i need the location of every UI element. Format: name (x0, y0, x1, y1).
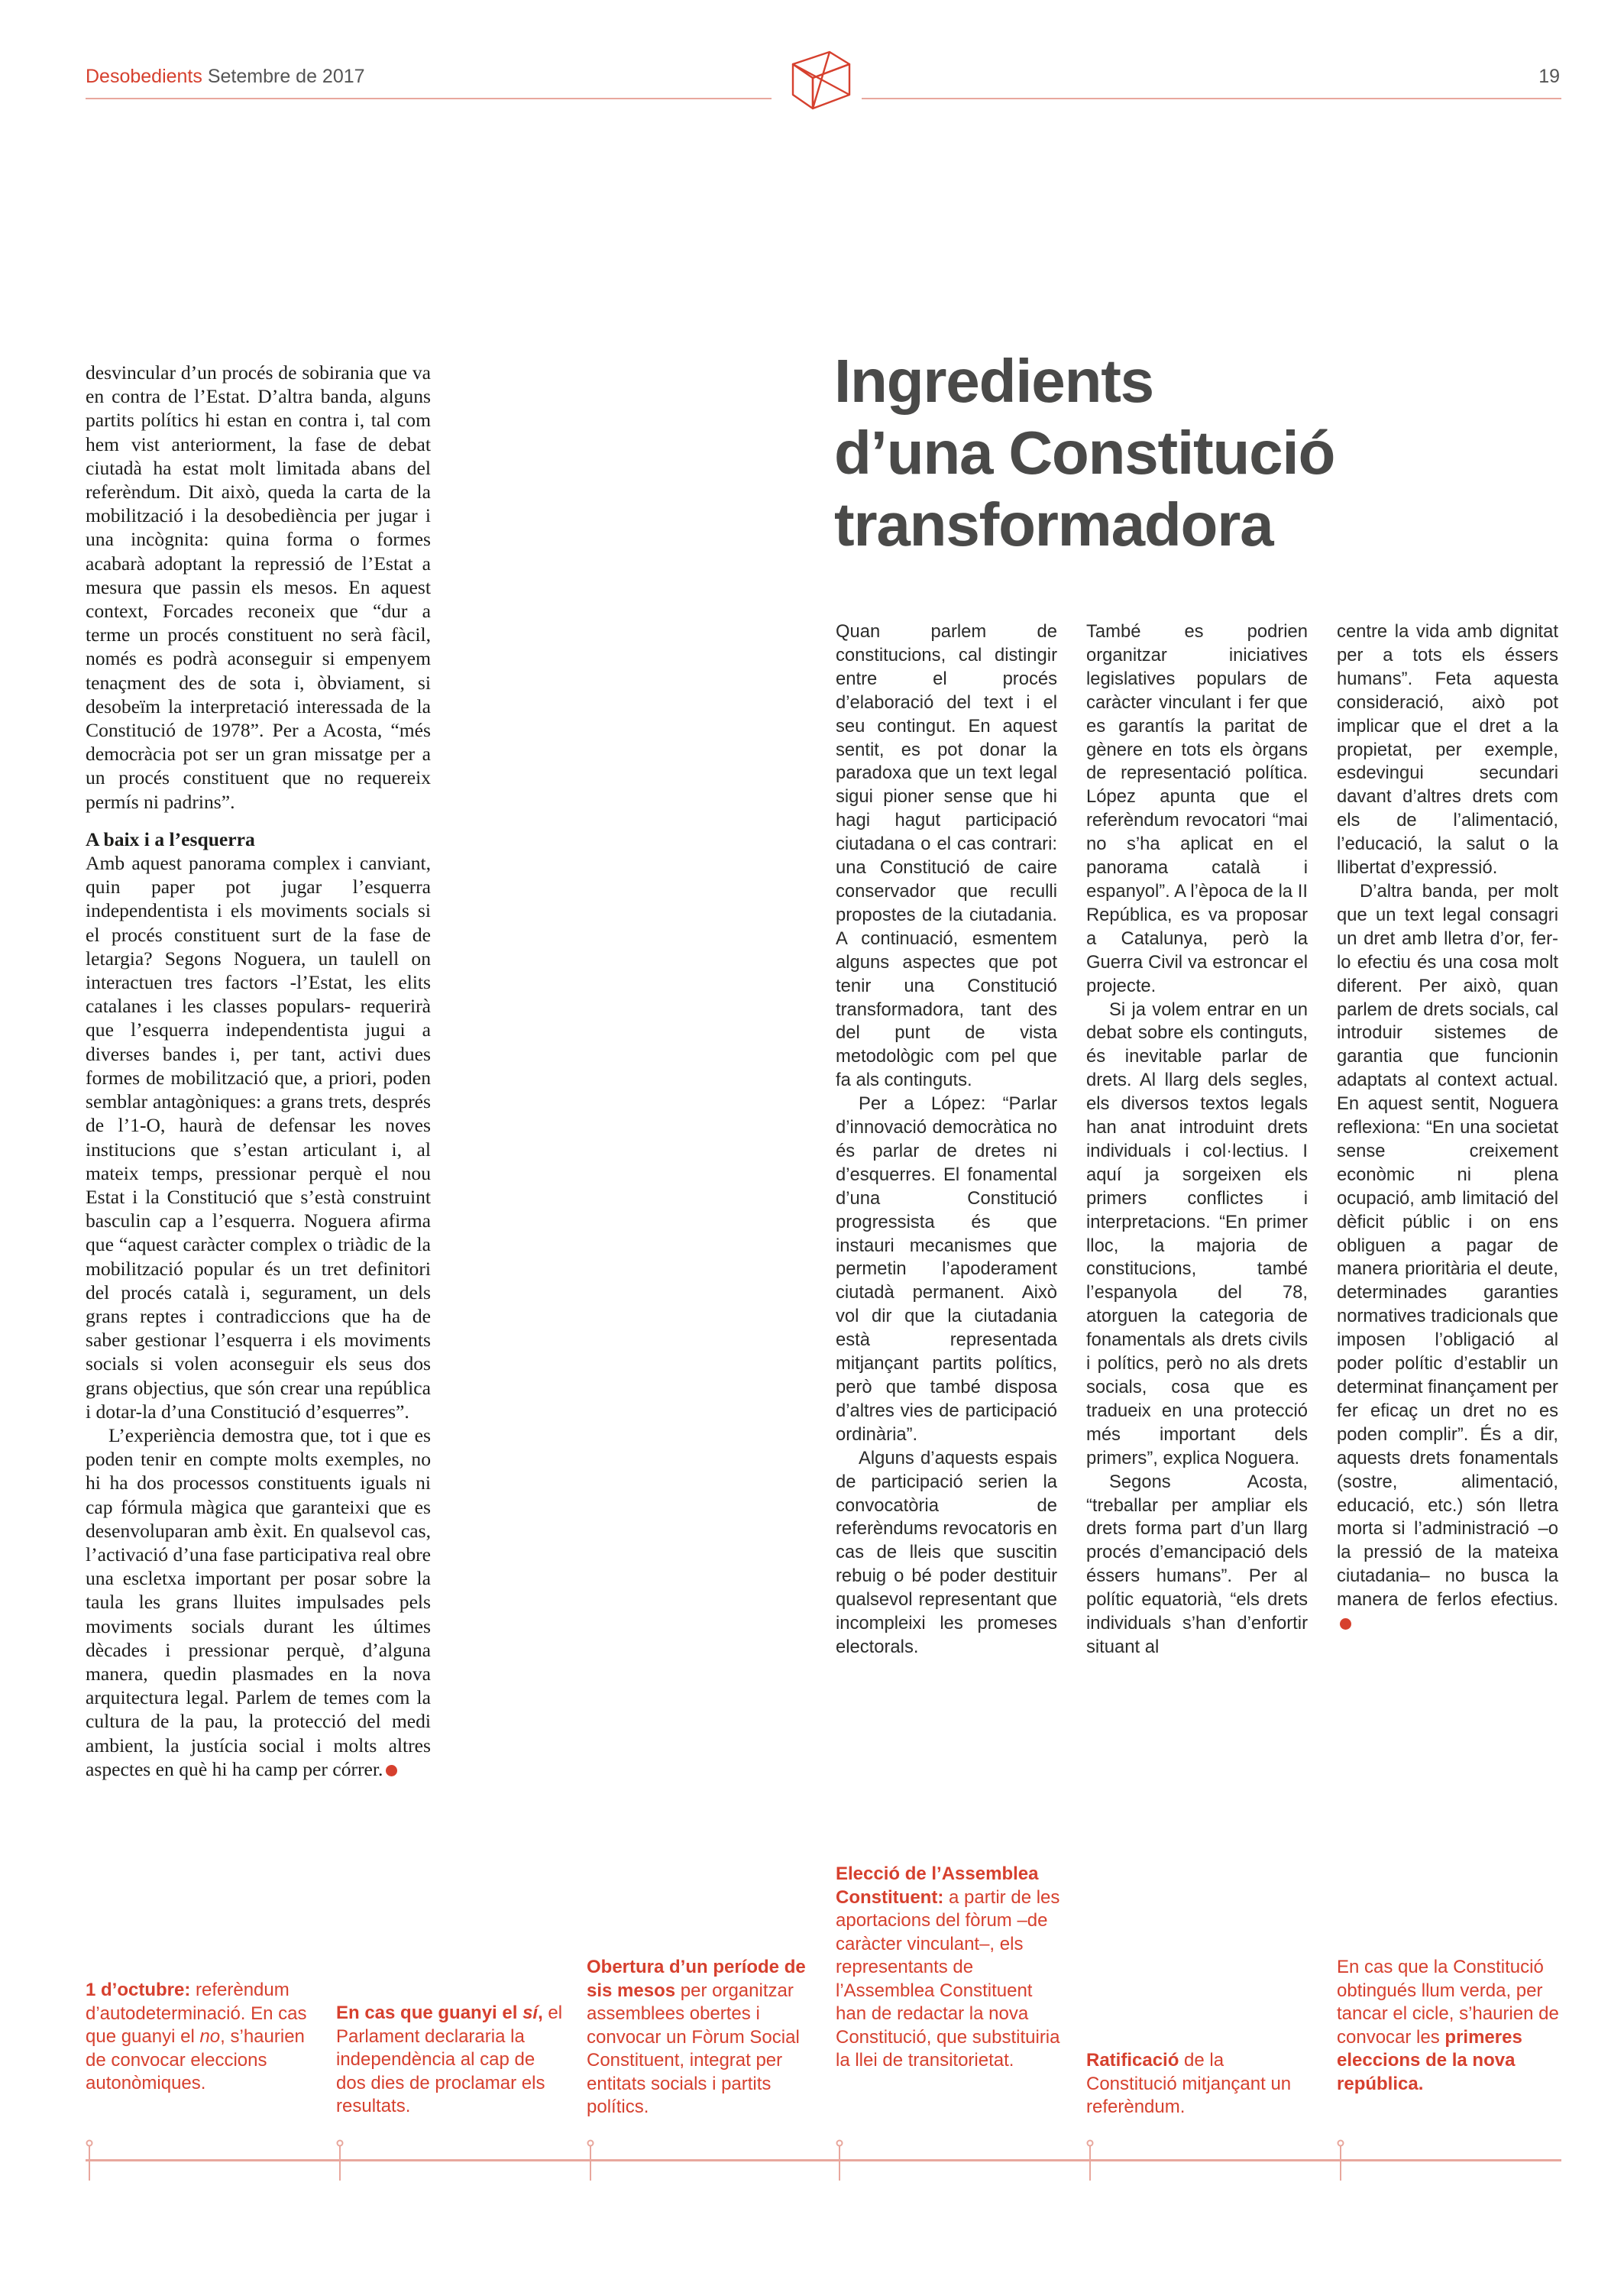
timeline-tick-1-icon (86, 2139, 93, 2181)
running-header (86, 66, 365, 88)
col-c-paragraph-1: centre la vida amb dignitat per a tots els éssers humans”. Feta aquesta consideració, això pot implicar que el dret a la propietat, per exemple, esdevingui secundari davant d’altres drets com els de l’alimentació, l’educació, la salut o la llibertat d’expressió. (1337, 621, 1558, 879)
timeline-step-2-label (336, 2003, 543, 2023)
title-line-1: Ingredients (834, 347, 1153, 415)
section-subheading: A baix i a l’esquerra (86, 827, 255, 850)
timeline-step-6 (1337, 1956, 1566, 2096)
timeline-step-1-label: 1 d’octubre: (86, 1980, 191, 2000)
title-line-2: d’una Constitució (834, 419, 1335, 487)
col-c-paragraph-2-text: D’altra banda, per molt que un text legal consagri un dret amb lletra d’or, fer-lo efectiu és una cosa molt diferent. Per això, quan parlem de drets socials, cal introduir sistemes de garantia que funcionin adaptats al context actual. En aquest sentit, Noguera reflexiona: “En una societat sense creixement econòmic ni plena ocupació, amb limitació del dèficit públic i on ens obliguen a pagar de manera prioritària el deute, determinades garanties normatives tradicionals que imposen l’obligació al poder polític d’establir un determinat finançament per fer eficaç un dret no es poden complir”. És a dir, aquests drets fonamentals (sostre, alimentació, educació, etc.) són lletra morta si l’administració –o la pressió de la mateixa ciutadania– no busca la manera de ferlos efectius. (1337, 880, 1558, 1611)
timeline-step-6-label: primeres eleccions de la nova república. (1337, 2026, 1522, 2094)
timeline-step-1-italic: no (199, 2026, 221, 2047)
left-paragraph-1: desvincular d’un procés de sobirania que va en contra de l’Estat. D’altra banda, alguns partits polítics hi estan en contra i, tal com hem vist anteriorment, la fase de debat ciutadà ha estat molt limitada abans del referèndum. Dit això, queda la carta de la mobilització i la desobediència per jugar i una incògnita: quina forma o formes acabarà adoptant la repressió de l’Estat a mesura que passin els mesos. En aquest context, Forcades reconeix que “dur a terme un procés constituent no serà fàcil, només es podrà aconseguir si empenyem tenaçment des de sota i, òbviament, si desobeïm la interpretació interessada de la Constitució de 1978”. Per a Acosta, “més democràcia pot ser un gran missatge per a un procés constituent que no requereix permís ni padrins”. (86, 361, 431, 813)
col-a-paragraph-1: Quan parlem de constitucions, cal distingir entre el procés d’elaboració del text i el seu contingut. En aquest sentit, es pot donar la paradoxa que un text legal sigui pioner sense que hi hagi hagut participació ciutadana o el cas contrari: una Constitució de caire conservador que reculli propostes de la ciutadania. A continuació, esmentem alguns aspectes que pot tenir una Constitució transformadora, tant des del punt de vista metodològic com pel que fa als continguts. (836, 621, 1057, 1091)
timeline-tick-4-icon (836, 2139, 843, 2181)
article-title (834, 345, 1567, 561)
page-number: 19 (1538, 66, 1560, 87)
timeline-step-2-label-text: En cas que guanyi el (336, 2003, 523, 2023)
timeline-step-2 (336, 2002, 565, 2119)
timeline-step-3-text: per organitzar assemblees obertes i convocar un Fòrum Social Constituent, integrat per entitats socials i partits polítics. (587, 1980, 800, 2117)
col-b-paragraph-1: També es podrien organitzar iniciatives legislatives populars de caràcter vinculant i fer que es garantís la paritat de gènere en tots els òrgans de representació política. López apunta que el referèndum revocatori “mai no s’ha aplicat en el panorama català i espanyol”. A l’època de la II República, es va proposar a Catalunya, però la Guerra Civil va estroncar el projecte. (1086, 621, 1308, 996)
article-end-mark-icon (1340, 1618, 1351, 1630)
timeline-tick-3-icon (587, 2139, 594, 2181)
col-a-paragraph-2: Per a López: “Parlar d’innovació democràtica no és parlar de dretes ni d’esquerres. El fonamental d’una Constitució progressista és que instauri mecanismes que permetin l’apoderament ciutadà permanent. Això vol dir que la ciutadania està representada mitjançant partits polítics, però que també disposa d’altres vies de participació ordinària”. (836, 1093, 1057, 1445)
timeline-step-2-label-italic: sí (522, 2003, 539, 2023)
issue-date: Setembre de 2017 (207, 66, 365, 87)
header-rule-left (86, 98, 772, 99)
cube-logo-icon (787, 47, 854, 113)
left-column-text (86, 361, 431, 1781)
left-paragraph-3 (86, 1423, 431, 1781)
timeline-step-2-label-end: , (538, 2003, 543, 2023)
timeline-step-4-text: a partir de les aportacions del fòrum –de caràcter vinculant–, els representants de l’Assemblea Constituent han de redactar la nova Constitució, que substituiria la llei de transitorietat. (836, 1886, 1060, 2071)
col-a-paragraph-3: Alguns d’aquests espais de participació serien la convocatòria de referèndums revocatoris en cas de lleis que suscitin rebuig o bé poder destituir qualsevol representant que incompleixi les promeses electorals. (836, 1447, 1057, 1657)
col-b-paragraph-2: Si ja volem entrar en un debat sobre els continguts, és inevitable parlar de drets. Al llarg dels segles, els diversos textos legals han anat introduint drets individuals i col·lectius. I aquí ja sorgeixen els primers conflictes i interpretacions. “En primer lloc, la majoria de constitucions, també l’espanyola del 78, atorguen la categoria de fonamentals als drets civils i polítics, però no als drets socials, cosa que es tradueix en una protecció més important dels primers”, explica Noguera. (1086, 999, 1308, 1468)
publication-name: Desobedients (86, 66, 202, 87)
title-line-3: transformadora (834, 491, 1273, 559)
left-paragraph-3-text: L’experiència demostra que, tot i que es poden tenir en compte molts exemples, no hi ha dos processos constituents iguals ni cap fórmula màgica que garanteixi que es desenvoluparan amb èxit. En qualsevol cas, l’activació d’una fase participativa real obre una escletxa important per posar sobre la taula les grans lluites impulsades pels moviments socials durant les últimes dècades i pressionar perquè, d’alguna manera, quedin plasmades en la nova arquitectura legal. Parlem de temes com la cultura de la pau, la protecció del medi ambient, la justícia social i molts altres aspectes en què hi ha camp per córrer. (86, 1423, 431, 1780)
timeline-tick-2-icon (336, 2139, 344, 2181)
end-mark-icon (386, 1765, 397, 1776)
col-c-paragraph-2 (1337, 880, 1558, 1636)
timeline-step-1 (86, 1979, 315, 2096)
timeline-tick-5-icon (1086, 2139, 1094, 2181)
timeline-step-5-label: Ratificació (1086, 2050, 1179, 2071)
left-paragraph-2: Amb aquest panorama complex i canviant, quin paper pot jugar l’esquerra independentista i els moviments socials si el procés constituent surt de la fase de letargia? Segons Noguera, un taulell on interactuen tres factors -l’Estat, les elits catalanes i les classes populars- requerirà que l’esquerra independentista jugui a diverses bandes i, per tant, activi dues formes de mobilització que, a priori, poden semblar antagòniques: a grans trets, després de l’1-O, haurà de defensar les noves institucions que s’estan articulant i, al mateix temps, pressionar perquè el nou Estat i la Constitució que s’està construint basculin cap a l’esquerra. Noguera afirma que “aquest caràcter complex o triàdic de la mobilització popular és un tret definitori del procés català i, segurament, un dels grans reptes i contradiccions que ha de saber gestionar l’esquerra i els moviments socials si volen aconseguir els seus dos grans objectius, que són crear una república i dotar-la d’una Constitució d’esquerres”. (86, 852, 431, 1423)
header-rule-right (862, 98, 1561, 99)
article-column-a (836, 620, 1057, 1659)
timeline-step-5 (1086, 2049, 1315, 2119)
article-column-c (1337, 620, 1558, 1636)
timeline-step-1-text: referèndum d’autodeterminació. En cas que guanyi el (86, 1980, 307, 2047)
timeline-tick-6-icon (1337, 2139, 1344, 2181)
timeline-step-5-text: de la Constitució mitjançant un referèndum. (1086, 2050, 1292, 2117)
article-column-b (1086, 620, 1308, 1659)
timeline-step-1-text-end: , s’haurien de convocar eleccions autonòmiques. (86, 2026, 305, 2093)
timeline-step-6-text: En cas que la Constitució obtingués llum verda, per tancar el cicle, s’haurien de convocar les (1337, 1957, 1559, 2048)
timeline-step-3 (587, 1956, 816, 2119)
timeline-step-4 (836, 1863, 1065, 2073)
col-b-paragraph-3: Segons Acosta, “treballar per ampliar els drets forma part d’un llarg procés d’emancipació dels éssers humans”. Per al polític equatorià, “els drets individuals s’han d’enfortir situant al (1086, 1471, 1308, 1657)
timeline-step-4-label: Elecció de l’Assemblea Constituent: (836, 1863, 1039, 1908)
timeline-step-2-text: el Parlament declararia la independència al cap de dos dies de proclamar els resultats. (336, 2003, 563, 2116)
timeline-step-3-label: Obertura d’un període de sis mesos (587, 1957, 806, 2001)
